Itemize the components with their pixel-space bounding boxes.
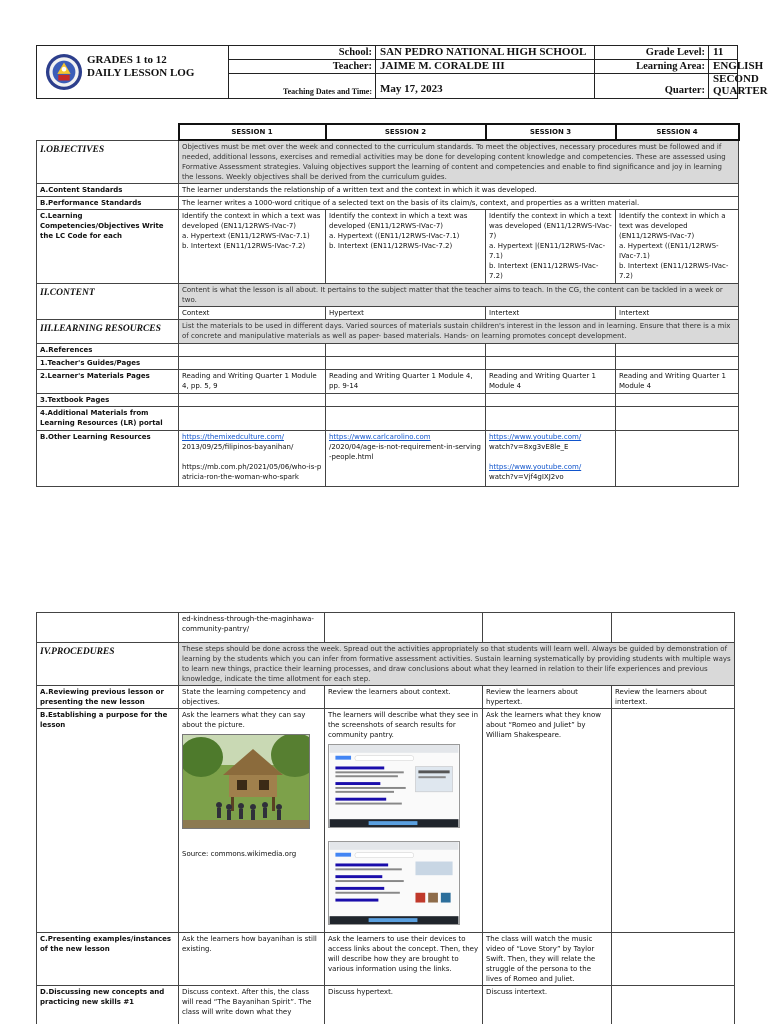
content-description: Content is what the lesson is all about. It pertains to the subject matter that the teacher aims to teach. In the CG, the content can be tackled in a week or two.	[179, 284, 739, 307]
objectives-description: Objectives must be met over the week and connected to the curriculum standards. To meet the objectives, necessary procedures must be followed and if needed, additional lessons, exercises and remedial activities may be done for developing content knowledge and competencies. These are assessed using Formative Assessment strategies. Valuing objectives support the learning of content and competencies and enable to find significance and joy in learning the lessons. Weekly objectives shall be derived from the curriculum guides.	[179, 140, 739, 184]
procedure-a-session-1: State the learning competency and objectives.	[179, 686, 325, 709]
learning-resources-row	[37, 320, 739, 344]
teaching-dates-label: Teaching Dates and Time:	[283, 87, 372, 96]
learners-materials-session-4: Reading and Writing Quarter 1 Module 4	[616, 370, 739, 394]
procedure-c-session-1: Ask the learners how bayanihan is still existing.	[179, 933, 325, 986]
continued-link-text: ed-kindness-through-the-maginhawa-community-pantry/	[179, 613, 325, 643]
other-resources-row	[37, 431, 739, 487]
competency-session-1: Identify the context in which a text was developed (EN11/12RWS-IVac-7) a. Hypertext (EN11/12RWS-IVac-7.1) b. Intertext (EN11/12RWS-IVac-7.2)	[179, 210, 326, 284]
additional-materials-row	[37, 407, 739, 431]
other-resources-session-4	[616, 431, 739, 487]
procedure-a-row	[37, 686, 735, 709]
objectives-label: I.OBJECTIVES	[37, 140, 179, 184]
procedure-d-session-3: Discuss intertext.	[483, 986, 612, 1024]
learning-area-value: ENGLISH	[713, 60, 764, 72]
session-1-header: SESSION 1	[179, 124, 326, 140]
grade-level-value: 11	[713, 46, 724, 58]
procedure-d-session-4	[612, 986, 735, 1024]
learners-materials-row	[37, 370, 739, 394]
procedures-label: IV.PROCEDURES	[37, 643, 179, 686]
bayanihan-photo	[182, 734, 310, 829]
quarter-label: Quarter:	[664, 85, 705, 96]
content-topic-3: Intertext	[486, 307, 616, 320]
competency-session-3: Identify the context in which a text was developed (EN11/12RWS-IVac-7) a. Hypertext |(EN11/12RWS-IVac-7.1) b. Intertext (EN11/12RWS-IVac-7.2)	[486, 210, 616, 284]
procedure-d-label: D.Discussing new concepts and practicing new skills #1	[37, 986, 179, 1024]
content-standards-row	[37, 184, 739, 197]
procedure-b-row	[37, 709, 735, 933]
other-resources-label: B.Other Learning Resources	[37, 431, 179, 487]
procedures-description: These steps should be done across the week. Spread out the activities appropriately so that students will learn well. Always be guided by demonstration of learning by the students which you can infer from formative assessment activities. Sustain learning systematically by providing students with multiple ways to learn new things, practice their learning processes, and draw conclusions about what they learned in relation to their life experiences and previous knowledge, indicate the time allotment for each step.	[179, 643, 735, 686]
procedure-c-label: C.Presenting examples/instances of the new lesson	[37, 933, 179, 986]
teaching-dates-value: May 17, 2023	[380, 83, 443, 95]
log-title: GRADES 1 to 12 DAILY LESSON LOG	[87, 54, 195, 79]
procedure-a-session-2: Review the learners about context.	[325, 686, 483, 709]
themixedculture-link[interactable]: https://themixedculture.com/	[182, 433, 284, 441]
procedure-a-label: A.Reviewing previous lesson or presenting the new lesson	[37, 686, 179, 709]
procedure-b-label: B.Establishing a purpose for the lesson	[37, 709, 179, 933]
procedure-c-session-3: The class will watch the music video of “Love Story” by Taylor Swift. Then, they will relate the struggle of the persona to the lives of Romeo and Juliet.	[483, 933, 612, 986]
school-label: School:	[338, 47, 372, 58]
search-results-screenshot-1	[328, 744, 460, 828]
competency-session-4: Identify the context in which a text was developed (EN11/12RWS-IVac-7) a. Hypertext ((EN11/12RWS-IVac-7.1) b. Intertext (EN11/12RWS-IVac-7.2)	[616, 210, 739, 284]
content-standards-value: The learner understands the relationship of a written text and the context in which it was developed.	[179, 184, 739, 197]
photo-source: Source: commons.wikimedia.org	[182, 850, 297, 858]
continued-resources-row	[37, 613, 735, 643]
school-value: SAN PEDRO NATIONAL HIGH SCHOOL	[380, 46, 587, 58]
procedure-b-session-2: The learners will describe what they see in the screenshots of search results for community pantry.	[325, 709, 483, 933]
learning-resources-label: III.LEARNING RESOURCES	[37, 320, 179, 344]
textbook-pages-label: 3.Textbook Pages	[37, 394, 179, 407]
procedure-a-session-3: Review the learners about hypertext.	[483, 686, 612, 709]
teacher-value: JAIME M. CORALDE III	[380, 60, 505, 72]
additional-materials-label: 4.Additional Materials from Learning Resources (LR) portal	[37, 407, 179, 431]
procedure-d-session-1: Discuss context. After this, the class will read “The Bayanihan Spirit”. The class will write down what they	[179, 986, 325, 1024]
teacher-label: Teacher:	[332, 61, 372, 72]
learners-materials-session-1: Reading and Writing Quarter 1 Module 4, pp. 5, 9	[179, 370, 326, 394]
other-resources-session-1: https://themixedculture.com/ 2013/09/25/filipinos-bayanihan/ https://mb.com.ph/2021/05/06/who-is-patricia-ron-the-woman-who-spark	[179, 431, 326, 487]
bayanihan-house-image	[183, 735, 310, 829]
procedure-d-session-2: Discuss hypertext.	[325, 986, 483, 1024]
grade-level-label: Grade Level:	[645, 47, 705, 58]
objectives-row	[37, 140, 739, 184]
learners-materials-label: 2.Learner's Materials Pages	[37, 370, 179, 394]
session-2-header: SESSION 2	[326, 124, 486, 140]
other-resources-session-3: https://www.youtube.com/ watch?v=8xg3vE8le_E https://www.youtube.com/ watch?v=Vjf4gIXJ2vo	[486, 431, 616, 487]
other-resources-session-2: https://www.carlcarolino.com /2020/04/age-is-not-requirement-in-serving-people.html	[326, 431, 486, 487]
youtube-link-2[interactable]: https://www.youtube.com/	[489, 463, 582, 471]
learners-materials-session-3: Reading and Writing Quarter 1 Module 4	[486, 370, 616, 394]
deped-seal-icon	[45, 53, 83, 91]
session-3-header: SESSION 3	[486, 124, 616, 140]
session-header-row	[37, 124, 739, 140]
content-topic-2: Hypertext	[326, 307, 486, 320]
competencies-row	[37, 210, 739, 284]
procedure-a-session-4: Review the learners about intertext.	[612, 686, 735, 709]
session-4-header: SESSION 4	[616, 124, 739, 140]
performance-standards-value: The learner writes a 1000-word critique of a selected text on the basis of its claim/s, context, and properties as a written material.	[179, 197, 739, 210]
procedure-c-row	[37, 933, 735, 986]
content-topic-1: Context	[179, 307, 326, 320]
learning-resources-description: List the materials to be used in different days. Varied sources of materials sustain children's interest in the lesson and in learning. Ensure that there is a mix of concrete and manipulative materials as well as paper- based materials. Hands- on learning promotes concept development.	[179, 320, 739, 344]
content-standards-label: A.Content Standards	[37, 184, 179, 197]
quarter-value: SECOND QUARTER	[713, 73, 768, 97]
textbook-pages-row	[37, 394, 739, 407]
performance-standards-label: B.Performance Standards	[37, 197, 179, 210]
competencies-label: C.Learning Competencies/Objectives Write the LC Code for each	[37, 210, 179, 284]
procedure-b-session-3: Ask the learners what they know about “Romeo and Juliet” by William Shakespeare.	[483, 709, 612, 933]
procedure-c-session-4	[612, 933, 735, 986]
references-label: A.References	[37, 344, 179, 357]
teachers-guides-label: 1.Teacher's Guides/Pages	[37, 357, 179, 370]
procedure-b-session-4	[612, 709, 735, 933]
procedure-c-session-2: Ask the learners to use their devices to access links about the concept. Then, they will describe how they are brought to various information using the links.	[325, 933, 483, 986]
references-row	[37, 344, 739, 357]
search-results-screenshot-2	[328, 841, 460, 925]
content-label: II.CONTENT	[37, 284, 179, 320]
teachers-guides-row	[37, 357, 739, 370]
carlcarolino-link[interactable]: https://www.carlcarolino.com	[329, 433, 431, 441]
header-box	[36, 45, 768, 99]
procedure-d-row	[37, 986, 735, 1024]
procedures-row	[37, 643, 735, 686]
competency-session-2: Identify the context in which a text was developed (EN11/12RWS-IVac-7) a. Hypertext ((EN11/12RWS-IVac-7.1) b. Intertext (EN11/12RWS-IVac-7.2)	[326, 210, 486, 284]
youtube-link-1[interactable]: https://www.youtube.com/	[489, 433, 582, 441]
logo-cell	[37, 46, 229, 98]
lesson-log-table-bottom	[36, 612, 735, 1024]
content-topic-4: Intertext	[616, 307, 739, 320]
lesson-log-table-top	[36, 123, 740, 487]
procedure-b-session-1: Ask the learners what they can say about the picture. Source: commons.wikimedia.org	[179, 709, 325, 933]
performance-standards-row	[37, 197, 739, 210]
learners-materials-session-2: Reading and Writing Quarter 1 Module 4, pp. 9-14	[326, 370, 486, 394]
learning-area-label: Learning Area:	[636, 61, 705, 72]
content-row	[37, 284, 739, 307]
